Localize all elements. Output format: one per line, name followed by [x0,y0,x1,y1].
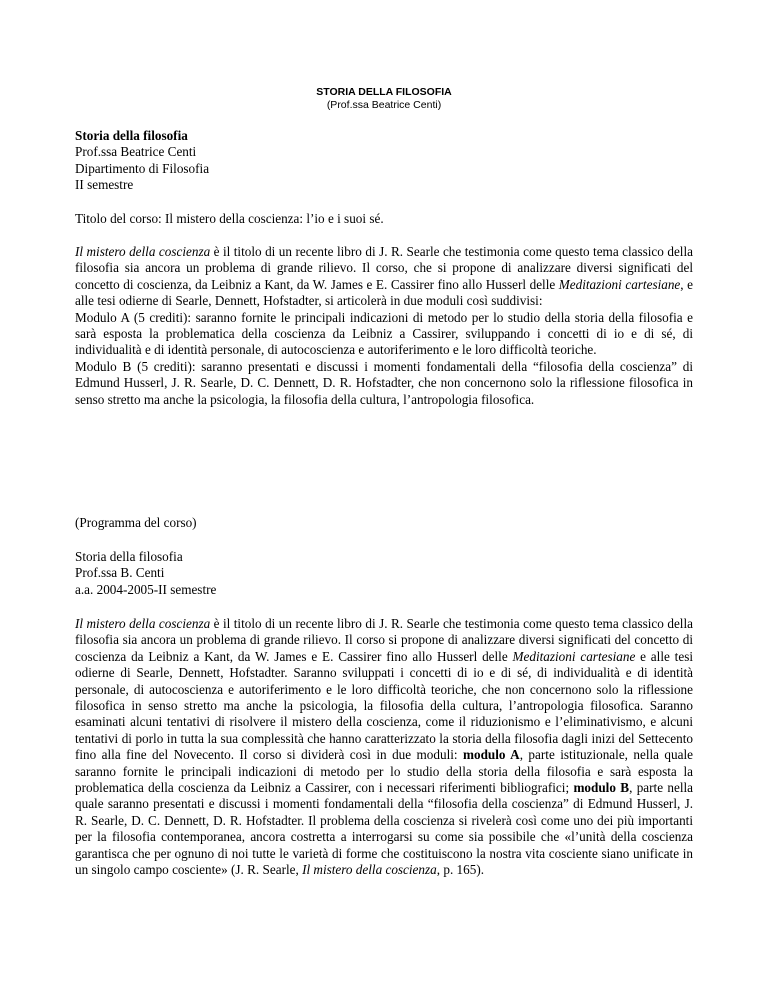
academic-year: a.a. 2004-2005-II semestre [75,581,217,597]
book-title-meditazioni: Meditazioni cartesiane [558,276,681,292]
module-b-text: Modulo B (5 crediti): saranno presentati e discussi i momenti fondamentali della “filosofia della coscienza” di Edmund Husserl, J. R. Searle, D. C. Dennett, D. R. Hofstadter, che non concernono solo la riflessione filosofica in senso stretto ma anche la psicologia, la filosofia della cultura, l’antropologia filosofica. [75,358,693,407]
professor-2: Prof.ssa B. Centi [75,565,165,581]
semester: II semestre [75,177,134,193]
course-intro-2 [75,549,693,598]
page-header [75,86,693,112]
course-name-2: Storia della filosofia [75,549,183,564]
course-title-line: Titolo del corso: Il mistero della coscienza: l’io e i suoi sé. [75,211,384,226]
header-subtitle: (Prof.ssa Beatrice Centi) [326,99,442,111]
course-name: Storia della filosofia [75,128,188,143]
module-a-label: modulo A [462,747,520,763]
program-paragraph: Il mistero della coscienza è il titolo di un recente libro di J. R. Searle che testimonia come questo tema classico della filosofia sia ancora un problema di grande rilievo. Il corso si propone di analizzare diversi significati del concetto di coscienza da Leibniz a Kant, da W. James e E. Cassirer fino allo Husserl delle Meditazioni cartesiane e alle tesi odierne di Searle, Dennett, Hofstadter. Saranno sviluppati i concetti di io e di sé, di individualità e di identità personale, di autocoscienza e autoriferimento e le loro difficoltà teoriche, che non concernono solo la riflessione filosofica in senso stretto ma anche la psicologia, la filosofia della cultura, l’antropologia filosofica. Saranno esaminati alcuni tentativi di risolvere il mistero della coscienza, come il riduzionismo e l’eliminativismo, e alcuni tentativi di porlo in tutta la sua complessità che hanno caratterizzato la storia della filosofia dagli inizi del Settecento fino alla fine del Novecento. Il corso si dividerà così in due moduli: modulo A, parte istituzionale, nella quale saranno fornite le principali indicazioni di metodo per lo studio della storia della filosofia e sarà esposta la problematica della coscienza da Leibniz a Cassirer, con i necessari riferimenti bibliografici; modulo B, parte nella quale saranno presentati e discussi i momenti fondamentali della “filosofia della coscienza” di Edmund Husserl, J. R. Searle, D. C. Dennett, D. R. Hofstadter. Il problema della coscienza si rivelerà così come uno dei più importanti per la filosofia contemporanea, ancora costretta a interrogarsi su come sia possibile che «l’unità della coscienza garantisca che per ognuno di noi tutte le varietà di forme che costituiscono la nostra vita cosciente siano unificate in un singolo campo cosciente» (J. R. Searle, Il mistero della coscienza, p. 165). [75,616,694,878]
course-intro [75,128,693,194]
professor: Prof.ssa Beatrice Centi [75,144,197,160]
description-paragraph: Il mistero della coscienza è il titolo di un recente libro di J. R. Searle che testimonia come questo tema classico della filosofia sia ancora un problema di grande rilievo. Il corso, che si propone di analizzare diversi significati del concetto di coscienza, da Leibniz a Kant, da W. James e E. Cassirer fino allo Husserl delle Meditazioni cartesiane, e alle tesi odierne di Searle, Dennett, Hofstadter, si articolerà in due moduli così suddivisi: Modulo A (5 crediti): saranno fornite le principali indicazioni di metodo per lo studio della storia della filosofia e sarà esposta la problematica della coscienza da Leibniz a Cassirer, sviluppando i concetti di io e di sé, di individualità e di identità personale, di autocoscienza e autoriferimento e le loro difficoltà teoriche. Modulo B (5 crediti): saranno presentati e discussi i momenti fondamentali della “filosofia della coscienza” di Edmund Husserl, J. R. Searle, D. C. Dennett, D. R. Hofstadter, che non concernono solo la riflessione filosofica in senso stretto ma anche la psicologia, la filosofia della cultura, l’antropologia filosofica. [75,244,694,407]
header-title: STORIA DELLA FILOSOFIA [316,86,452,98]
module-a-text: Modulo A (5 crediti): saranno fornite le principali indicazioni di metodo per lo studio della storia della filosofia e sarà esposta la problematica della coscienza da Leibniz a Cassirer, sviluppando i concetti di io e di sé, di individualità e di identità personale, di autocoscienza e autoriferimento e le loro difficoltà teoriche. [75,309,693,358]
book-title: Il mistero della coscienza [75,244,211,259]
department: Dipartimento di Filosofia [75,160,210,176]
module-b-label: modulo B [573,780,630,796]
programma-heading: (Programma del corso) [75,515,197,530]
